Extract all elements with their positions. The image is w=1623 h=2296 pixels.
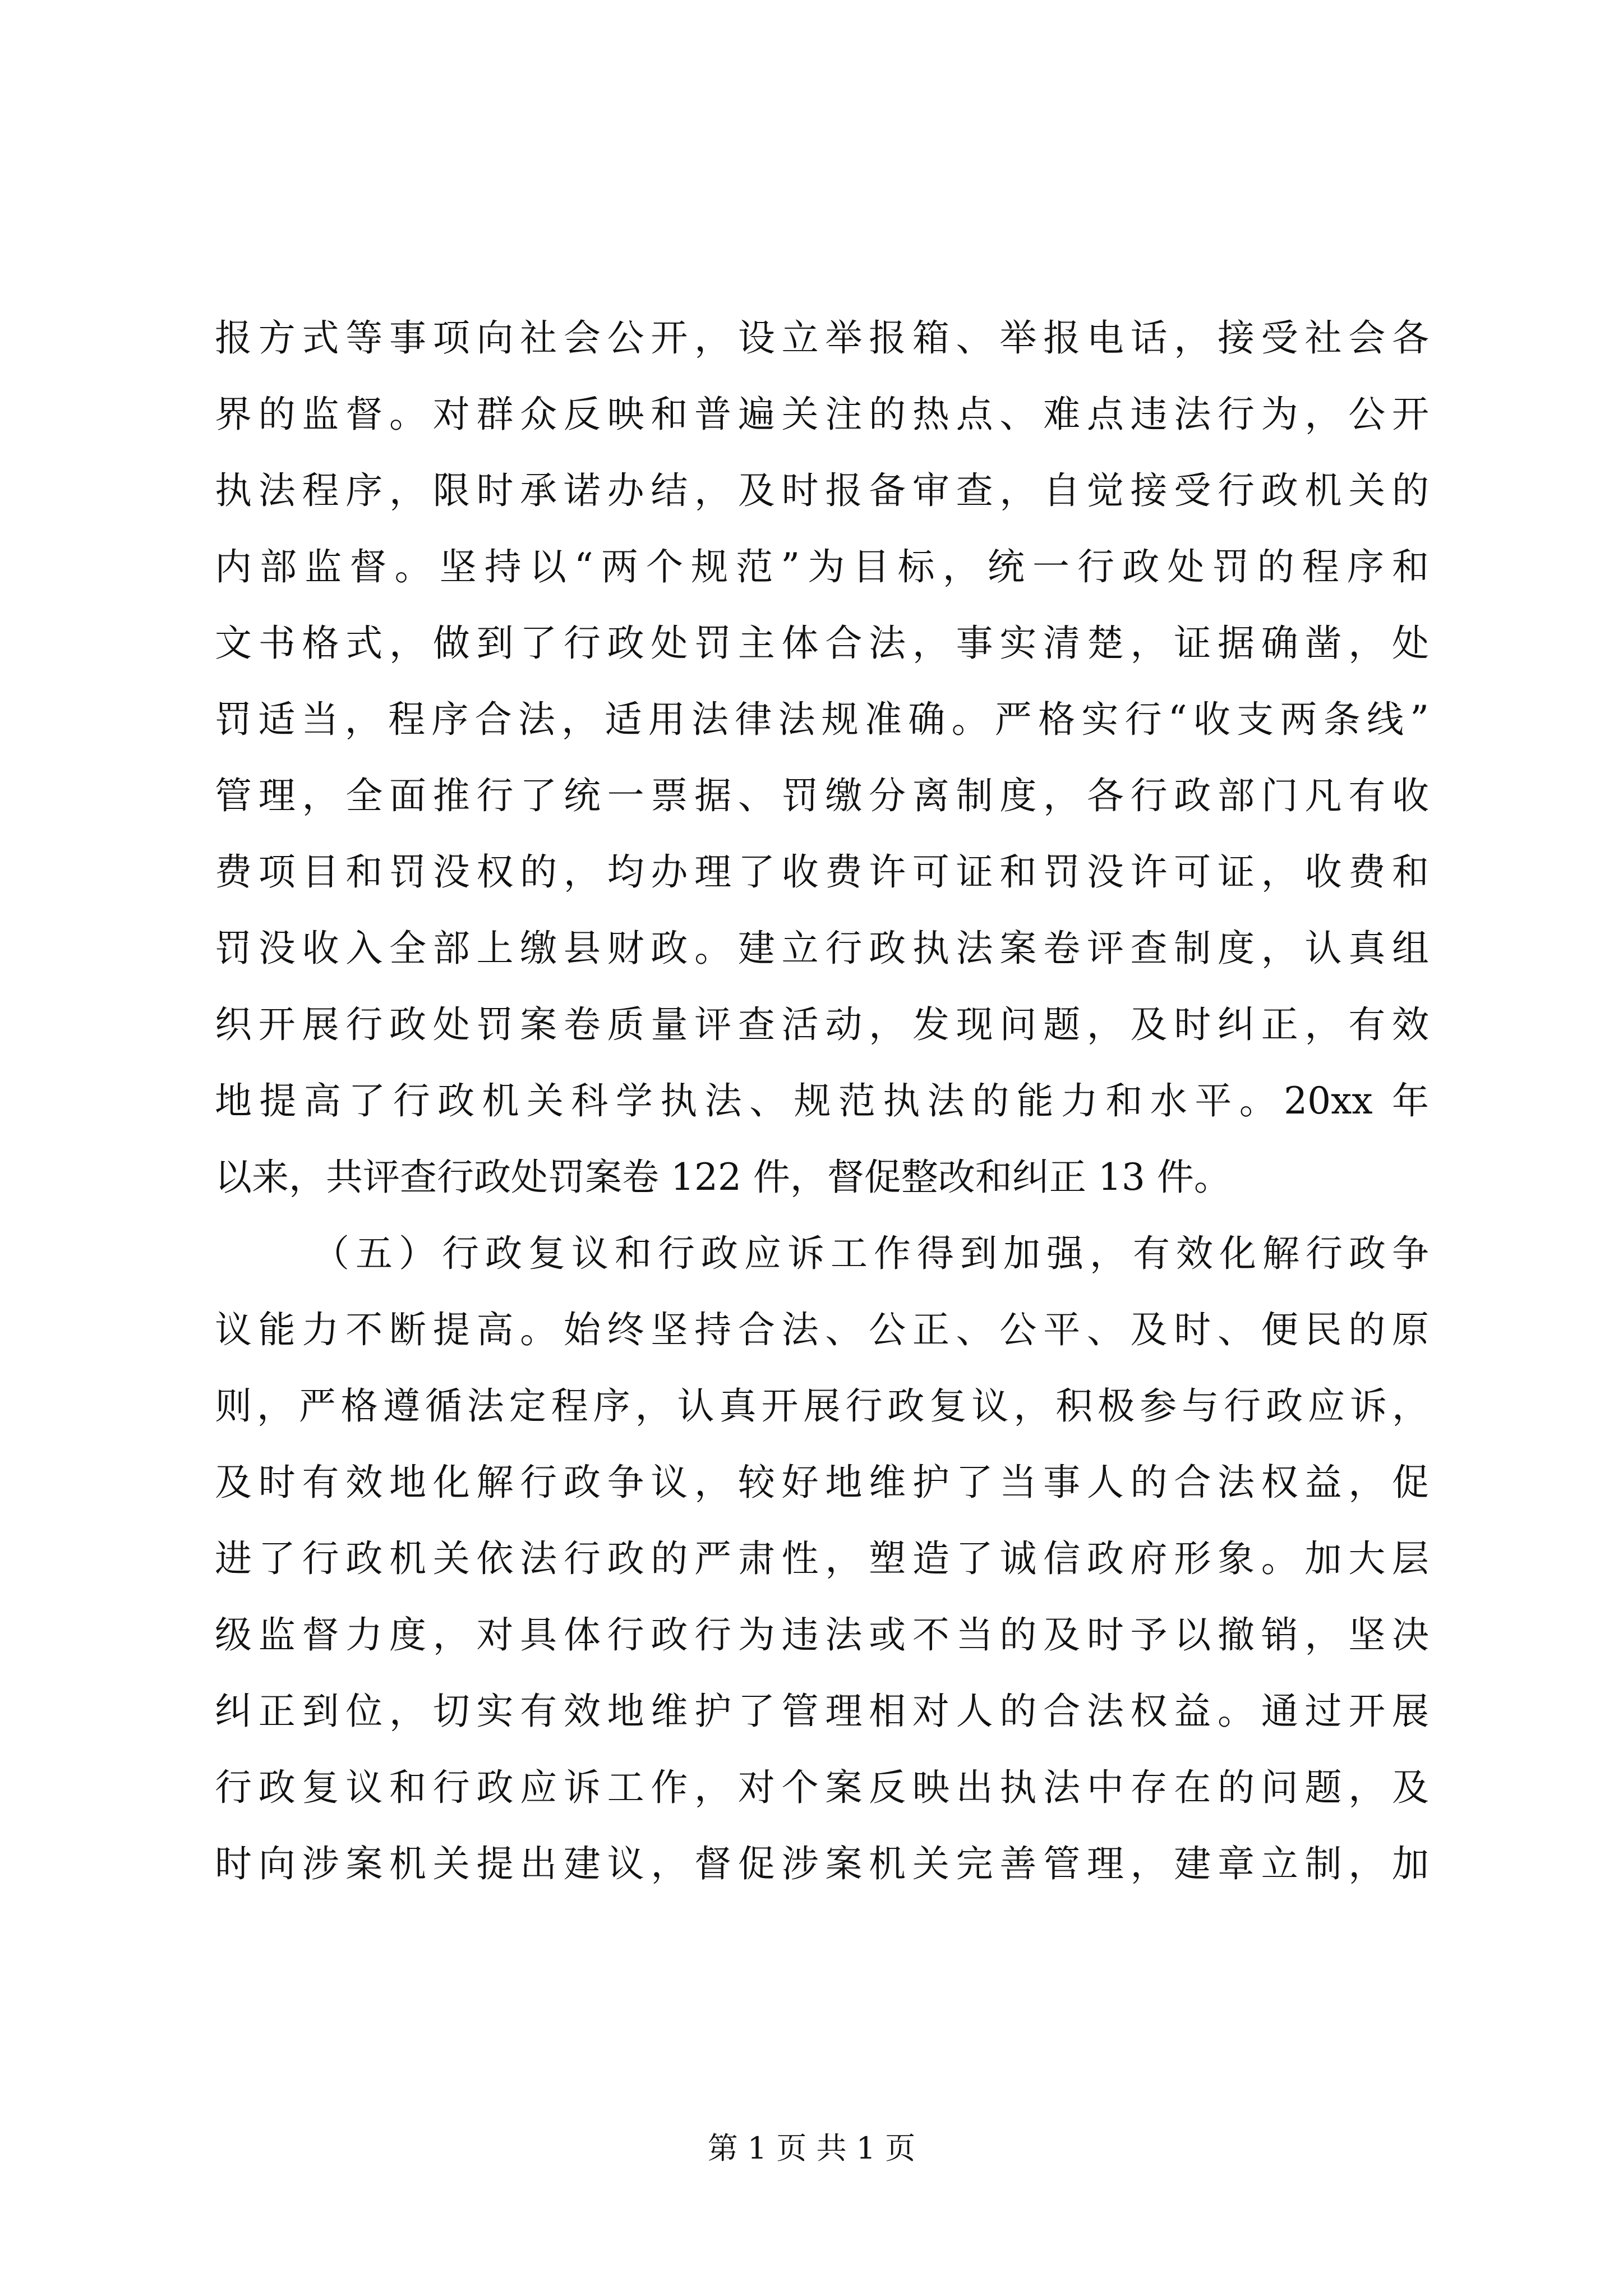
body-line: 罚没收入全部上缴县财政。建立行政执法案卷评查制度，认真组	[215, 927, 1429, 970]
body-line: 则，严格遵循法定程序，认真开展行政复议，积极参与行政应诉，	[215, 1384, 1429, 1428]
body-line: 执法程序，限时承诺办结，及时报备审查，自觉接受行政机关的	[215, 469, 1429, 512]
body-line: 文书格式，做到了行政处罚主体合法，事实清楚，证据确凿，处	[215, 622, 1429, 665]
body-line: 界的监督。对群众反映和普遍关注的热点、难点违法行为，公开	[215, 393, 1429, 436]
body-line: 管理，全面推行了统一票据、罚缴分离制度，各行政部门凡有收	[215, 774, 1429, 817]
body-line: 时向涉案机关提出建议，督促涉案机关完善管理，建章立制，加	[215, 1842, 1429, 1885]
body-line: 议能力不断提高。始终坚持合法、公正、公平、及时、便民的原	[215, 1308, 1429, 1351]
body-line: 费项目和罚没权的，均办理了收费许可证和罚没许可证，收费和	[215, 850, 1429, 894]
body-line: 行政复议和行政应诉工作，对个案反映出执法中存在的问题，及	[215, 1766, 1429, 1809]
page-footer: 第 1 页 共 1 页	[707, 2131, 916, 2166]
body-line: 报方式等事项向社会公开，设立举报箱、举报电话，接受社会各	[215, 316, 1429, 360]
body-line: 内部监督。坚持以“两个规范”为目标，统一行政处罚的程序和	[215, 545, 1429, 588]
body-line: 罚适当，程序合法，适用法律法规准确。严格实行“收支两条线”	[215, 698, 1429, 741]
body-line: 及时有效地化解行政争议，较好地维护了当事人的合法权益，促	[215, 1461, 1429, 1504]
paragraph-end-line: 以来，共评查行政处罚案卷 122 件，督促整改和纠正 13 件。	[215, 1156, 1231, 1199]
body-line: 进了行政机关依法行政的严肃性，塑造了诚信政府形象。加大层	[215, 1537, 1429, 1580]
section-heading-line: （五）行政复议和行政应诉工作得到加强，有效化解行政争	[312, 1232, 1429, 1275]
body-line: 织开展行政处罚案卷质量评查活动，发现问题，及时纠正，有效	[215, 1003, 1429, 1046]
body-line: 地提高了行政机关科学执法、规范执法的能力和水平。20xx 年	[215, 1079, 1429, 1122]
body-line: 级监督力度，对具体行政行为违法或不当的及时予以撤销，坚决	[215, 1613, 1429, 1657]
body-line: 纠正到位，切实有效地维护了管理相对人的合法权益。通过开展	[215, 1690, 1429, 1733]
